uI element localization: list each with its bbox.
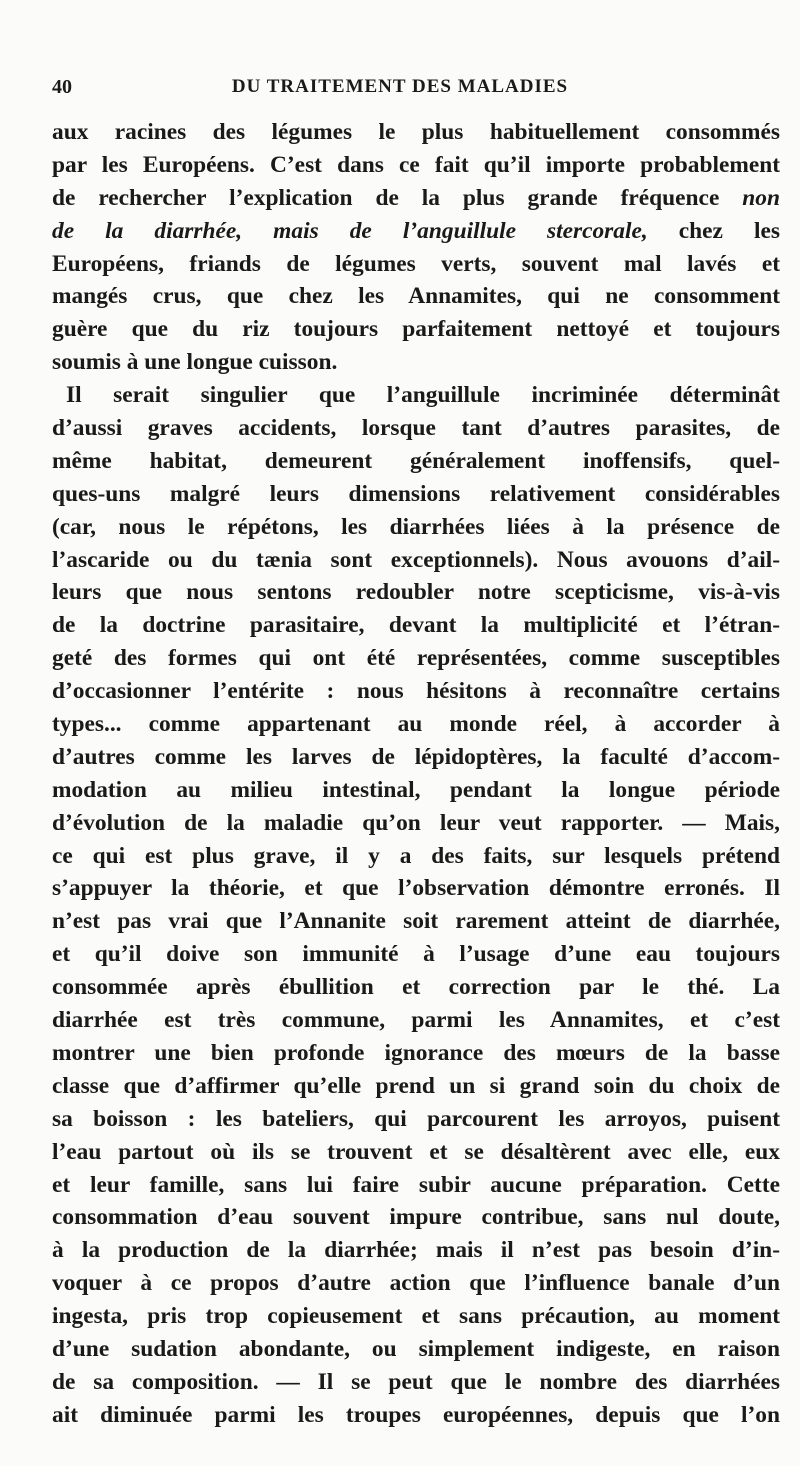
text-line bbox=[52, 412, 780, 445]
text-line bbox=[52, 1267, 780, 1300]
text-segment: par les Européens. C’est dans ce fait qu’il importe probablement bbox=[52, 151, 780, 178]
text-segment: de la doctrine parasitaire, devant la multiplicité et l’étran- bbox=[52, 612, 780, 639]
text-segment: sa boisson : les bateliers, qui parcourent les arroyos, puisent bbox=[52, 1105, 780, 1132]
text-segment: ce qui est plus grave, il y a des faits, sur lesquels prétend bbox=[52, 842, 780, 869]
page-header bbox=[52, 76, 748, 106]
text-segment: classe que d’affirmer qu’elle prend un si grand soin du choix de bbox=[52, 1072, 780, 1099]
text-segment: d’aussi graves accidents, lorsque tant d’autres parasites, de bbox=[52, 415, 780, 442]
body-text bbox=[52, 116, 780, 1432]
text-segment: ingesta, pris trop copieusement et sans précaution, au moment bbox=[52, 1303, 780, 1330]
text-line bbox=[52, 346, 780, 379]
text-line bbox=[52, 1070, 780, 1103]
text-segment: chez les bbox=[647, 217, 780, 244]
text-line bbox=[52, 280, 780, 313]
text-segment: de rechercher l’explication de la plus grande fréquence bbox=[52, 184, 743, 211]
italic-text: de la diarrhée, mais de l’anguillule stercorale, bbox=[52, 217, 648, 244]
text-line bbox=[52, 182, 780, 215]
text-segment: guère que du riz toujours parfaitement nettoyé et toujours bbox=[52, 316, 780, 343]
text-line bbox=[52, 807, 780, 840]
text-segment: à la production de la diarrhée; mais il n’est pas besoin d’in- bbox=[52, 1237, 780, 1264]
text-line bbox=[52, 872, 780, 905]
text-line bbox=[52, 675, 780, 708]
text-segment: d’une sudation abondante, ou simplement indigeste, en raison bbox=[52, 1335, 780, 1362]
text-line bbox=[52, 116, 780, 149]
text-line bbox=[52, 741, 780, 774]
text-line bbox=[52, 1300, 780, 1333]
text-segment: Européens, friands de légumes verts, souvent mal lavés et bbox=[52, 250, 780, 277]
text-line bbox=[52, 1136, 780, 1169]
text-segment: soumis à une longue cuisson. bbox=[52, 349, 338, 376]
text-line bbox=[52, 708, 780, 741]
running-title: DU TRAITEMENT DES MALADIES bbox=[231, 76, 569, 97]
text-segment: leurs que nous sentons redoubler notre scepticisme, vis-à-vis bbox=[52, 579, 780, 606]
text-segment: s’appuyer la théorie, et que l’observation démontre erronés. Il bbox=[52, 875, 780, 902]
text-line bbox=[52, 379, 780, 412]
text-segment: geté des formes qui ont été représentées, comme susceptibles bbox=[52, 645, 780, 672]
text-segment: consommation d’eau souvent impure contribue, sans nul doute, bbox=[52, 1204, 780, 1231]
text-segment: montrer une bien profonde ignorance des mœurs de la basse bbox=[52, 1039, 780, 1066]
text-segment: d’occasionner l’entérite : nous hésitons à reconnaître certains bbox=[52, 678, 780, 705]
text-segment: voquer à ce propos d’autre action que l’influence banale d’un bbox=[52, 1270, 780, 1297]
text-segment: types... comme appartenant au monde réel, à accorder à bbox=[52, 711, 780, 738]
italic-text: non bbox=[742, 184, 780, 211]
text-segment: ait diminuée parmi les troupes européennes, depuis que l’on bbox=[52, 1401, 780, 1428]
text-line bbox=[52, 544, 780, 577]
text-line bbox=[52, 1103, 780, 1136]
text-line bbox=[52, 840, 780, 873]
text-segment: d’évolution de la maladie qu’on leur veut rapporter. — Mais, bbox=[52, 809, 780, 836]
text-segment: ques-uns malgré leurs dimensions relativement considérables bbox=[52, 480, 780, 507]
text-line bbox=[52, 1366, 780, 1399]
text-segment: n’est pas vrai que l’Annanite soit rarement atteint de diarrhée, bbox=[52, 908, 780, 935]
text-line bbox=[52, 774, 780, 807]
text-line bbox=[52, 511, 780, 544]
text-line bbox=[52, 642, 780, 675]
text-line bbox=[52, 1169, 780, 1202]
text-line bbox=[52, 938, 780, 971]
text-line bbox=[52, 313, 780, 346]
text-line bbox=[52, 478, 780, 511]
text-segment: d’autres comme les larves de lépidoptères, la faculté d’accom- bbox=[52, 743, 780, 770]
text-segment: et leur famille, sans lui faire subir aucune préparation. Cette bbox=[52, 1171, 780, 1198]
text-line bbox=[52, 576, 780, 609]
text-segment: de sa composition. — Il se peut que le nombre des diarrhées bbox=[52, 1368, 780, 1395]
text-line bbox=[52, 1201, 780, 1234]
text-segment: l’ascaride ou du tænia sont exceptionnels). Nous avouons d’ail- bbox=[52, 546, 780, 573]
text-segment: modation au milieu intestinal, pendant la longue période bbox=[52, 776, 780, 803]
text-line bbox=[52, 215, 780, 248]
text-line bbox=[52, 905, 780, 938]
text-line bbox=[52, 1037, 780, 1070]
text-segment: aux racines des légumes le plus habituellement consommés bbox=[52, 119, 780, 145]
text-segment: (car, nous le répétons, les diarrhées liées à la présence de bbox=[52, 513, 780, 540]
text-segment: et qu’il doive son immunité à l’usage d’une eau toujours bbox=[52, 941, 780, 968]
text-line bbox=[52, 445, 780, 478]
text-line bbox=[52, 1333, 780, 1366]
text-segment: diarrhée est très commune, parmi les Annamites, et c’est bbox=[52, 1007, 780, 1034]
text-line bbox=[52, 248, 780, 281]
text-segment: consommée après ébullition et correction par le thé. La bbox=[52, 974, 780, 1001]
text-line bbox=[52, 1004, 780, 1037]
text-line bbox=[52, 1399, 780, 1432]
text-line bbox=[52, 1234, 780, 1267]
text-segment: même habitat, demeurent généralement inoffensifs, quel- bbox=[52, 447, 780, 474]
text-line bbox=[52, 609, 780, 642]
text-line bbox=[52, 971, 780, 1004]
text-segment: Il serait singulier que l’anguillule incriminée déterminât bbox=[66, 382, 780, 409]
text-segment: l’eau partout où ils se trouvent et se désaltèrent avec elle, eux bbox=[52, 1138, 780, 1165]
text-line bbox=[52, 149, 780, 182]
page-number: 40 bbox=[52, 76, 72, 98]
text-segment: mangés crus, que chez les Annamites, qui ne consomment bbox=[52, 283, 780, 310]
